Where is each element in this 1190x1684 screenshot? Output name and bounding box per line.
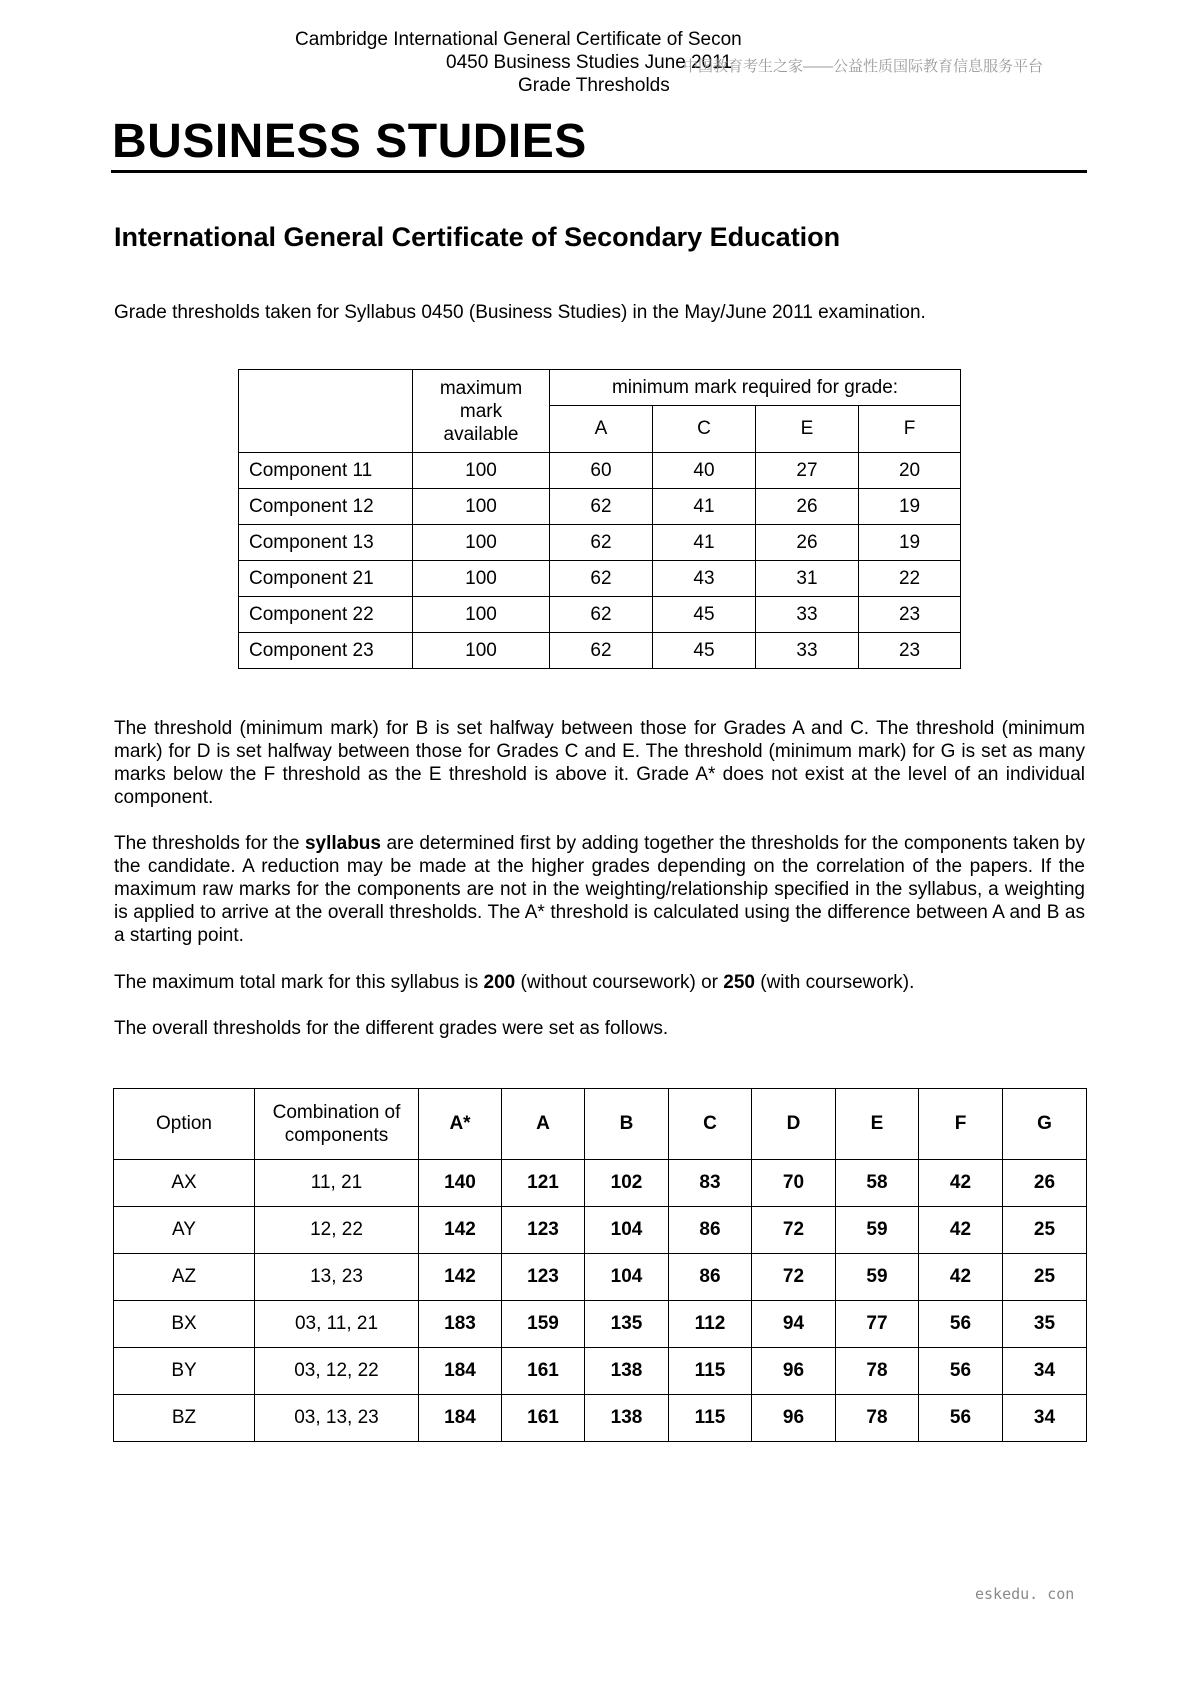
combination-cell: 03, 13, 23	[255, 1395, 419, 1442]
option-cell: BY	[114, 1348, 255, 1395]
para3-text-post: (with coursework).	[754, 972, 915, 993]
paragraph-threshold-rules: The threshold (minimum mark) for B is set halfway between those for Grades A and C. The threshold (minimum mark) for D is set halfway between those for Grades C and E. The threshold (minimum mark) for G is set as many marks below the F threshold as the E threshold is above it. Grade A* does not exist at the level of an individual component.	[114, 718, 1085, 808]
paragraph-maximum-mark	[114, 971, 914, 994]
grade-A-cell: 62	[550, 561, 653, 597]
threshold-cell: 25	[1003, 1254, 1087, 1301]
table-header-empty	[239, 370, 413, 453]
para3-text-mid: (without coursework) or	[515, 972, 724, 993]
combination-cell: 03, 12, 22	[255, 1348, 419, 1395]
grade-A-cell: 62	[550, 633, 653, 669]
table-header-max	[413, 370, 550, 453]
threshold-cell: 102	[585, 1160, 669, 1207]
grade-header: G	[1003, 1089, 1087, 1160]
combination-cell: 12, 22	[255, 1207, 419, 1254]
max-mark-cell: 100	[413, 633, 550, 669]
watermark-text: 中国教育考生之家——公益性质国际教育信息服务平台	[683, 58, 1044, 75]
page-title: BUSINESS STUDIES	[112, 115, 587, 168]
grade-F-cell: 19	[859, 489, 961, 525]
table-row	[239, 525, 961, 561]
table-header-row	[239, 370, 961, 406]
table-row	[239, 453, 961, 489]
grade-F-cell: 20	[859, 453, 961, 489]
table-header-min-label: minimum mark required for grade:	[611, 376, 899, 398]
threshold-cell: 138	[585, 1348, 669, 1395]
threshold-cell: 104	[585, 1254, 669, 1301]
threshold-cell: 72	[752, 1207, 836, 1254]
threshold-cell: 77	[836, 1301, 919, 1348]
threshold-cell: 58	[836, 1160, 919, 1207]
grade-header: C	[669, 1089, 752, 1160]
threshold-cell: 142	[419, 1254, 502, 1301]
threshold-cell: 142	[419, 1207, 502, 1254]
threshold-cell: 86	[669, 1207, 752, 1254]
option-cell: AX	[114, 1160, 255, 1207]
grade-C-cell: 45	[653, 633, 756, 669]
grade-C-cell: 45	[653, 597, 756, 633]
header-line-1: Cambridge International General Certificate of Secon	[295, 29, 742, 50]
threshold-cell: 138	[585, 1395, 669, 1442]
header-combination: Combination of components	[255, 1089, 419, 1160]
table-row	[114, 1254, 1087, 1301]
option-cell: AY	[114, 1207, 255, 1254]
max-mark-cell: 100	[413, 561, 550, 597]
threshold-cell: 25	[1003, 1207, 1087, 1254]
threshold-cell: 78	[836, 1395, 919, 1442]
grade-header: D	[752, 1089, 836, 1160]
table-row	[114, 1395, 1087, 1442]
paragraph-syllabus-thresholds	[114, 832, 1085, 947]
threshold-cell: 42	[919, 1254, 1003, 1301]
overall-threshold-table	[113, 1088, 1087, 1442]
threshold-cell: 123	[502, 1254, 585, 1301]
grade-A-cell: 62	[550, 525, 653, 561]
table-header-max-label: maximum mark available	[439, 377, 523, 445]
intro-text: Grade thresholds taken for Syllabus 0450 (Business Studies) in the May/June 2011 examination.	[114, 302, 926, 323]
grade-header: E	[756, 406, 859, 453]
table-row	[239, 561, 961, 597]
header-line-3: Grade Thresholds	[518, 75, 670, 96]
threshold-cell: 34	[1003, 1348, 1087, 1395]
threshold-cell: 78	[836, 1348, 919, 1395]
option-cell: AZ	[114, 1254, 255, 1301]
threshold-cell: 183	[419, 1301, 502, 1348]
grade-A-cell: 62	[550, 597, 653, 633]
threshold-cell: 115	[669, 1348, 752, 1395]
grade-E-cell: 31	[756, 561, 859, 597]
combination-cell: 13, 23	[255, 1254, 419, 1301]
grade-E-cell: 27	[756, 453, 859, 489]
grade-C-cell: 40	[653, 453, 756, 489]
threshold-cell: 121	[502, 1160, 585, 1207]
component-label: Component 23	[239, 633, 413, 669]
threshold-cell: 184	[419, 1348, 502, 1395]
table-row	[114, 1301, 1087, 1348]
title-rule	[111, 170, 1087, 173]
grade-F-cell: 22	[859, 561, 961, 597]
grade-header: C	[653, 406, 756, 453]
threshold-cell: 59	[836, 1207, 919, 1254]
threshold-cell: 161	[502, 1348, 585, 1395]
threshold-cell: 140	[419, 1160, 502, 1207]
grade-F-cell: 19	[859, 525, 961, 561]
table-row	[114, 1160, 1087, 1207]
max-mark-with-coursework: 250	[723, 972, 755, 993]
threshold-cell: 86	[669, 1254, 752, 1301]
table-row	[114, 1348, 1087, 1395]
component-label: Component 13	[239, 525, 413, 561]
component-label: Component 22	[239, 597, 413, 633]
grade-E-cell: 33	[756, 597, 859, 633]
para2-text-pre: The thresholds for the	[114, 833, 305, 854]
grade-header: E	[836, 1089, 919, 1160]
threshold-cell: 159	[502, 1301, 585, 1348]
threshold-cell: 56	[919, 1301, 1003, 1348]
grade-A-cell: 60	[550, 453, 653, 489]
threshold-cell: 112	[669, 1301, 752, 1348]
threshold-cell: 34	[1003, 1395, 1087, 1442]
grade-header: F	[919, 1089, 1003, 1160]
table-row	[114, 1207, 1087, 1254]
grade-header: F	[859, 406, 961, 453]
grade-C-cell: 41	[653, 489, 756, 525]
table-header-min	[550, 370, 961, 406]
table-row	[239, 489, 961, 525]
max-mark-cell: 100	[413, 453, 550, 489]
grade-F-cell: 23	[859, 633, 961, 669]
grade-C-cell: 43	[653, 561, 756, 597]
threshold-cell: 135	[585, 1301, 669, 1348]
grade-F-cell: 23	[859, 597, 961, 633]
threshold-cell: 161	[502, 1395, 585, 1442]
para2-text-post: are determined first by adding together the thresholds for the components taken by the candidate. A reduction may be made at the higher grades depending on the correlation of the papers. If the maximum raw marks for the components are not in the weighting/relationship specified in the syllabus, a weighting is applied to arrive at the overall thresholds. The A* threshold is calculated using the difference between A and B as a starting point.	[114, 833, 1085, 946]
para3-text-pre: The maximum total mark for this syllabus is	[114, 972, 484, 993]
max-mark-cell: 100	[413, 489, 550, 525]
threshold-cell: 104	[585, 1207, 669, 1254]
option-cell: BX	[114, 1301, 255, 1348]
table-row	[239, 633, 961, 669]
threshold-cell: 59	[836, 1254, 919, 1301]
paragraph-overall-intro: The overall thresholds for the different grades were set as follows.	[114, 1018, 669, 1039]
grade-E-cell: 26	[756, 525, 859, 561]
option-cell: BZ	[114, 1395, 255, 1442]
component-threshold-table	[238, 369, 961, 669]
component-label: Component 21	[239, 561, 413, 597]
para2-bold-term: syllabus	[304, 833, 381, 854]
combination-cell: 03, 11, 21	[255, 1301, 419, 1348]
threshold-cell: 96	[752, 1395, 836, 1442]
threshold-cell: 96	[752, 1348, 836, 1395]
threshold-cell: 35	[1003, 1301, 1087, 1348]
overall-header-row	[114, 1089, 1087, 1160]
table-row	[239, 597, 961, 633]
threshold-cell: 26	[1003, 1160, 1087, 1207]
grade-header: A	[502, 1089, 585, 1160]
grade-header: B	[585, 1089, 669, 1160]
grade-E-cell: 26	[756, 489, 859, 525]
grade-header: A*	[419, 1089, 502, 1160]
threshold-cell: 56	[919, 1348, 1003, 1395]
footer-site: eskedu. con	[975, 1585, 1075, 1603]
max-mark-cell: 100	[413, 525, 550, 561]
threshold-cell: 123	[502, 1207, 585, 1254]
grade-E-cell: 33	[756, 633, 859, 669]
threshold-cell: 184	[419, 1395, 502, 1442]
header-option: Option	[114, 1089, 255, 1160]
threshold-cell: 72	[752, 1254, 836, 1301]
grade-C-cell: 41	[653, 525, 756, 561]
threshold-cell: 70	[752, 1160, 836, 1207]
component-label: Component 12	[239, 489, 413, 525]
threshold-cell: 42	[919, 1207, 1003, 1254]
threshold-cell: 83	[669, 1160, 752, 1207]
header-line-2: 0450 Business Studies June 2011	[446, 52, 732, 73]
component-label: Component 11	[239, 453, 413, 489]
max-mark-without-coursework: 200	[483, 972, 516, 993]
page-subtitle: International General Certificate of Secondary Education	[114, 222, 841, 252]
max-mark-cell: 100	[413, 597, 550, 633]
grade-A-cell: 62	[550, 489, 653, 525]
threshold-cell: 42	[919, 1160, 1003, 1207]
threshold-cell: 94	[752, 1301, 836, 1348]
threshold-cell: 56	[919, 1395, 1003, 1442]
combination-cell: 11, 21	[255, 1160, 419, 1207]
threshold-cell: 115	[669, 1395, 752, 1442]
grade-header: A	[550, 406, 653, 453]
